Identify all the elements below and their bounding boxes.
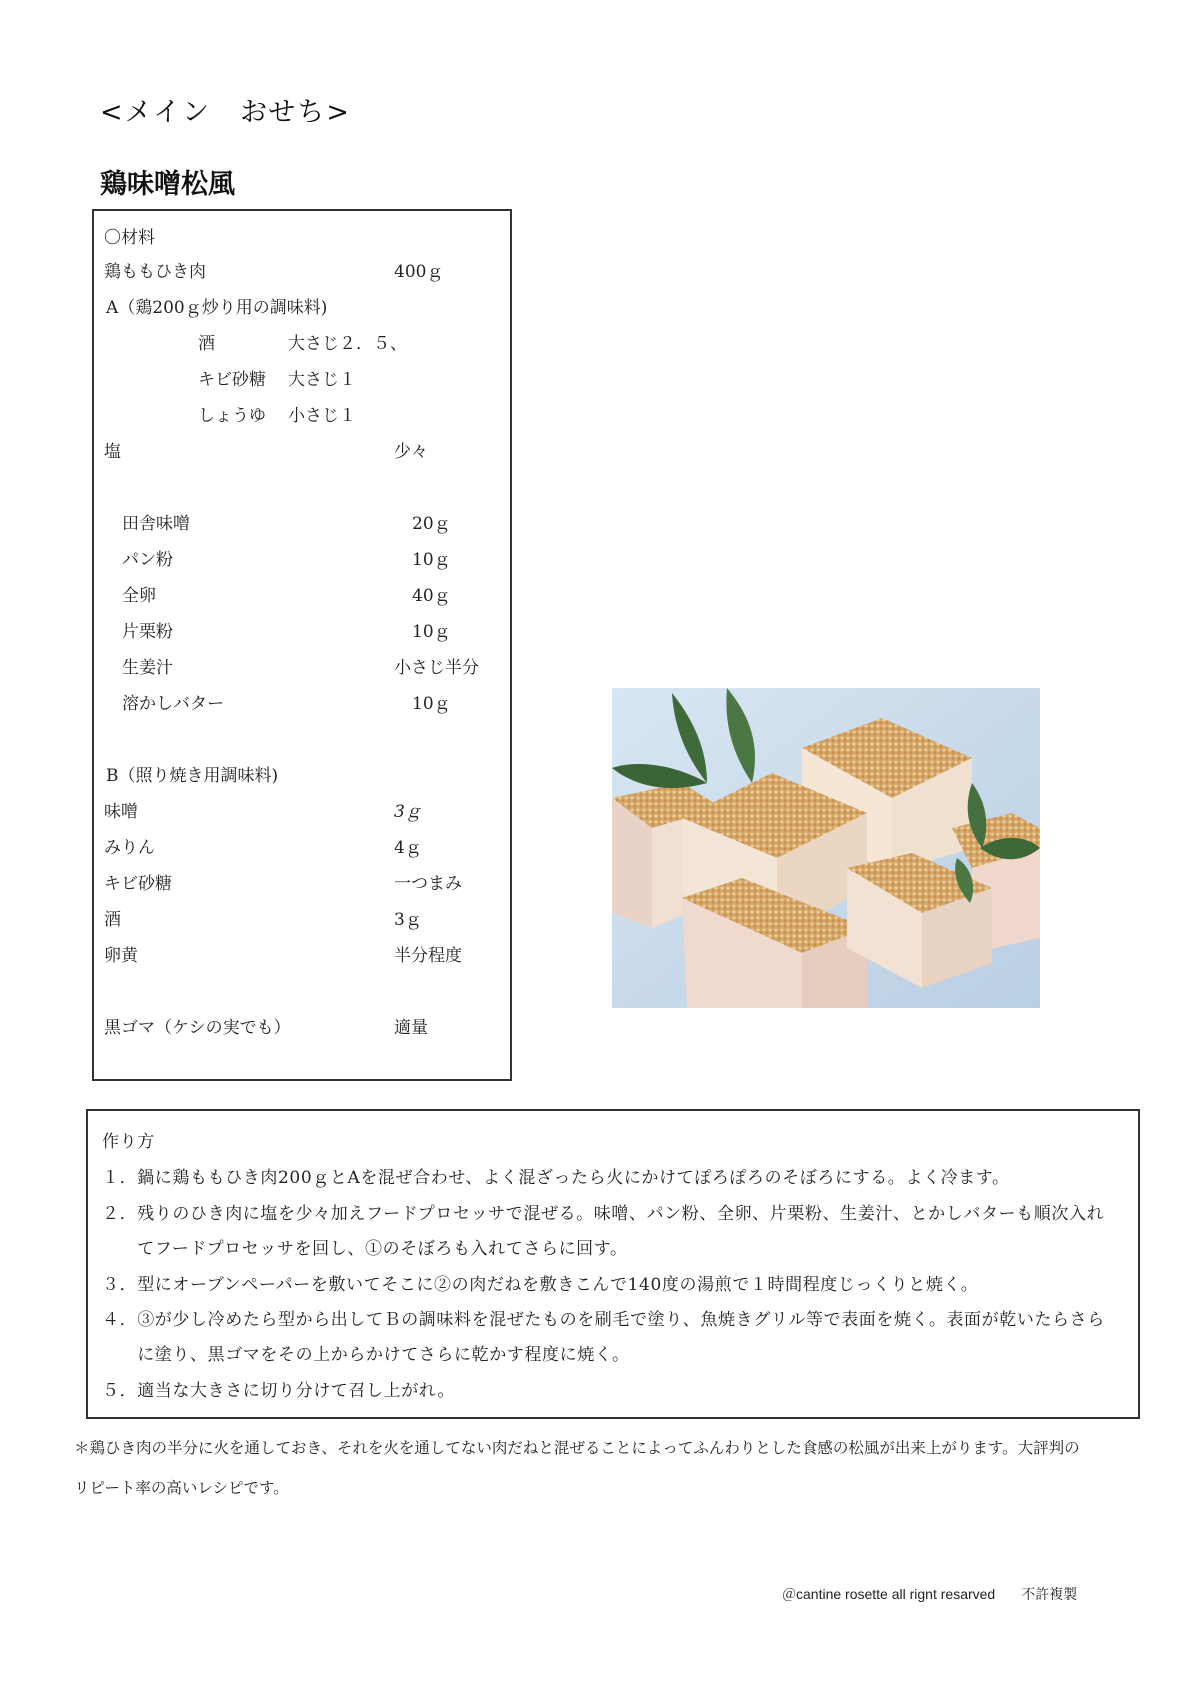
method-step-2: ２．残りのひき肉に塩を少々加えフードプロセッサで混ぜる。味噌、パン粉、全卵、片栗粉、生姜汁、とかしバターも順次入れ xyxy=(102,1204,1105,1224)
method-box xyxy=(86,1109,1140,1419)
method-step-2-cont: てフードプロセッサを回し、①のそぼろも入れてさらに回す。 xyxy=(102,1239,628,1259)
section-title: <メイン おせち> xyxy=(100,97,351,128)
recipe-note-line-1: ＊鶏ひき肉の半分に火を通しておき、それを火を通してない肉だねと混ぜることによってふんわりとした食感の松風が出来上がります。大評判の xyxy=(74,1439,1080,1457)
footer xyxy=(782,1584,1077,1604)
method-step-1: １．鍋に鶏ももひき肉200ｇとAを混ぜ合わせ、よく混ざったら火にかけてぽろぽろのそぼろにする。よく冷ます。 xyxy=(102,1168,1010,1188)
method-step-4-cont: に塗り、黒ゴマをその上からかけてさらに乾かす程度に焼く。 xyxy=(102,1345,630,1365)
no-copy-text: 不許複製 xyxy=(1021,1587,1078,1603)
recipe-note-line-2: リピート率の高いレシピです。 xyxy=(74,1479,289,1497)
ingredients-box: 〇材料 鶏ももひき肉 400ｇ A（鶏200ｇ炒り用の調味料) 酒 大さじ２．５、 キビ砂糖 大さじ１ しょうゆ 小さじ１ 塩 少々 田舎味噌 20ｇ パン粉 10ｇ 全卵 40ｇ 片栗粉 10ｇ 生姜汁 小さじ半分 溶かしバター 10ｇ B（照り焼き用調味料) 味噌 3ｇ みりん 4ｇ キビ砂糖 一つまみ 酒 3ｇ 卵黄 半分程度 黒ゴマ（ケシの実でも） 適量 xyxy=(92,209,512,1081)
ingredients-heading: 〇材料 xyxy=(104,228,155,248)
method-step-5: ５．適当な大きさに切り分けて召し上がれ。 xyxy=(102,1381,456,1401)
dish-photo xyxy=(612,688,1040,1008)
recipe-title: 鶏味噌松風 xyxy=(100,169,235,200)
method-step-4: ４．③が少し冷めたら型から出してＢの調味料を混ぜたものを刷毛で塗り、魚焼きグリル等で表面を焼く。表面が乾いたらさら xyxy=(102,1310,1105,1330)
method-step-3: ３．型にオーブンペーパーを敷いてそこに②の肉だねを敷きこんで140度の湯煎で１時間程度じっくりと焼く。 xyxy=(102,1275,979,1295)
method-heading: 作り方 xyxy=(102,1132,155,1152)
copyright-text: ＠cantine rosette all rignt resarved xyxy=(782,1586,996,1602)
dish-photo-illustration xyxy=(612,688,1040,1008)
